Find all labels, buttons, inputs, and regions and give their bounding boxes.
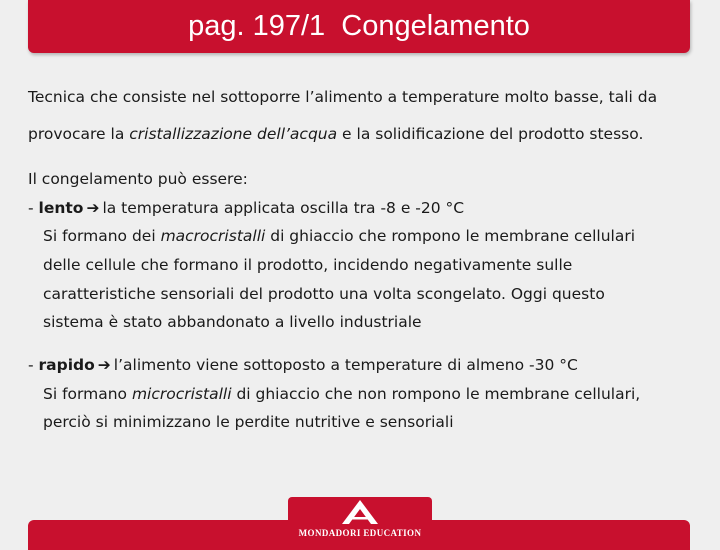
rapido-description: l’alimento viene sottoposto a temperature di almeno -30 °C (113, 356, 578, 374)
list-dash: - (28, 356, 39, 374)
list-dash: - (28, 199, 39, 217)
lento-heading (28, 198, 464, 218)
body-text: di ghiaccio che non rompono le membrane cellulari, (231, 385, 641, 403)
lento-line-1 (43, 226, 635, 246)
lento-term: lento (38, 199, 84, 217)
lento-line-4: sistema è stato abbandonato a livello industriale (43, 313, 422, 331)
emphasis-text: cristallizzazione dell’acqua (129, 125, 338, 143)
intro-line: Il congelamento può essere: (28, 170, 248, 188)
body-text: Si formano (43, 385, 132, 403)
logo-text: MONDADORI EDUCATION (298, 528, 422, 538)
rapido-line-1 (43, 384, 640, 404)
mondadori-logo (288, 497, 432, 540)
lento-line-2: delle cellule che formano il prodotto, incidendo negativamente sulle (43, 256, 573, 274)
paragraph-line-2 (28, 124, 643, 144)
lento-description: la temperatura applicata oscilla tra -8 e -20 °C (102, 199, 465, 217)
emphasis-text: microcristalli (131, 385, 232, 403)
rapido-term: rapido (38, 356, 95, 374)
body-text: Si formano dei (43, 227, 161, 245)
body-text: di ghiaccio che rompono le membrane cellulari (265, 227, 635, 245)
lento-line-3: caratteristiche sensoriali del prodotto una volta scongelato. Oggi questo (43, 285, 605, 303)
paragraph-line-1: Tecnica che consiste nel sottoporre l’alimento a temperature molto basse, tali da (28, 88, 658, 106)
rapido-line-2: perciò si minimizzano le perdite nutritive e sensoriali (43, 413, 454, 431)
paragraph-text: e la solidificazione del prodotto stesso. (337, 125, 644, 143)
rapido-heading (28, 355, 578, 375)
emphasis-text: macrocristalli (160, 227, 266, 245)
title-bar (28, 0, 690, 53)
arrow-icon: ➔ (97, 356, 111, 374)
paragraph-text: provocare la (28, 125, 130, 143)
logo-mark-icon (340, 499, 380, 525)
arrow-icon: ➔ (86, 199, 100, 217)
page-title: pag. 197/1 Congelamento (188, 10, 530, 42)
